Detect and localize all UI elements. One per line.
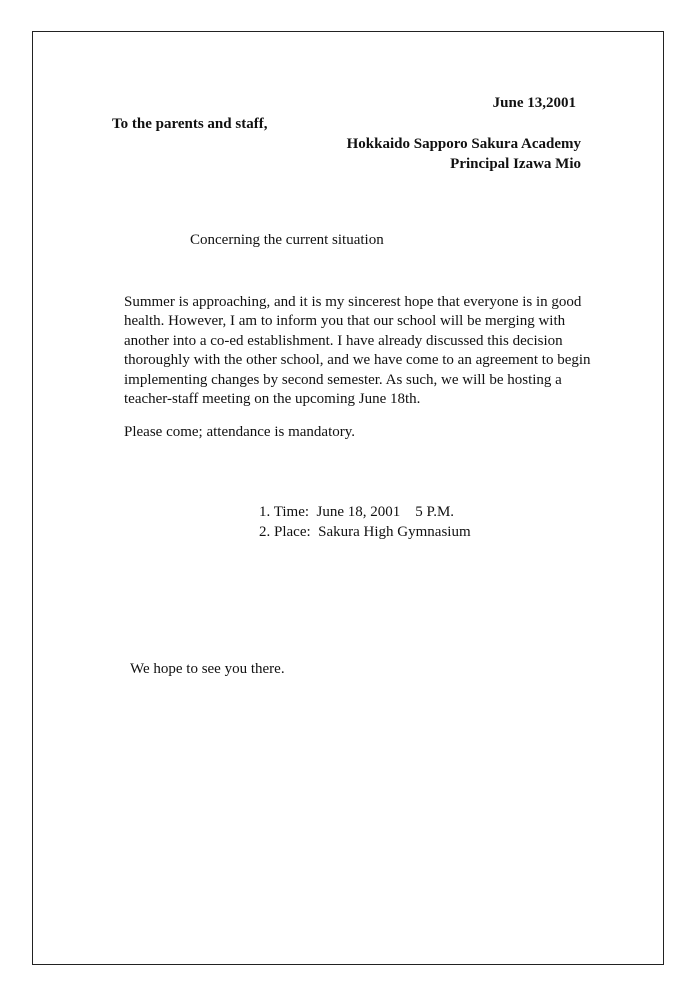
sender-organization: Hokkaido Sapporo Sakura Academy [346, 136, 581, 152]
meeting-place: 2. Place: Sakura High Gymnasium [259, 523, 471, 540]
meeting-time: 1. Time: June 18, 2001 5 P.M. [259, 504, 455, 520]
letter-date: June 13,2001 [492, 95, 576, 111]
letter-subject: Concerning the current situation [190, 232, 384, 248]
meeting-details [259, 503, 471, 542]
sender-block [347, 134, 581, 174]
salutation: To the parents and staff, [112, 116, 268, 132]
letter-body: Summer is approaching, and it is my sincerest hope that everyone is in good health. However, I am to inform you that our school will be merging with another into a co-ed establishment. I have already discussed this decision thoroughly with the other school, and we have come to an agreement to begin implementing changes by second semester. As such, we will be hosting a teacher-staff meeting on the upcoming June 18th. [124, 294, 591, 408]
closing-line: We hope to see you there. [130, 661, 285, 677]
attendance-note: Please come; attendance is mandatory. [124, 424, 356, 440]
sender-signatory: Principal Izawa Mio [450, 156, 581, 172]
